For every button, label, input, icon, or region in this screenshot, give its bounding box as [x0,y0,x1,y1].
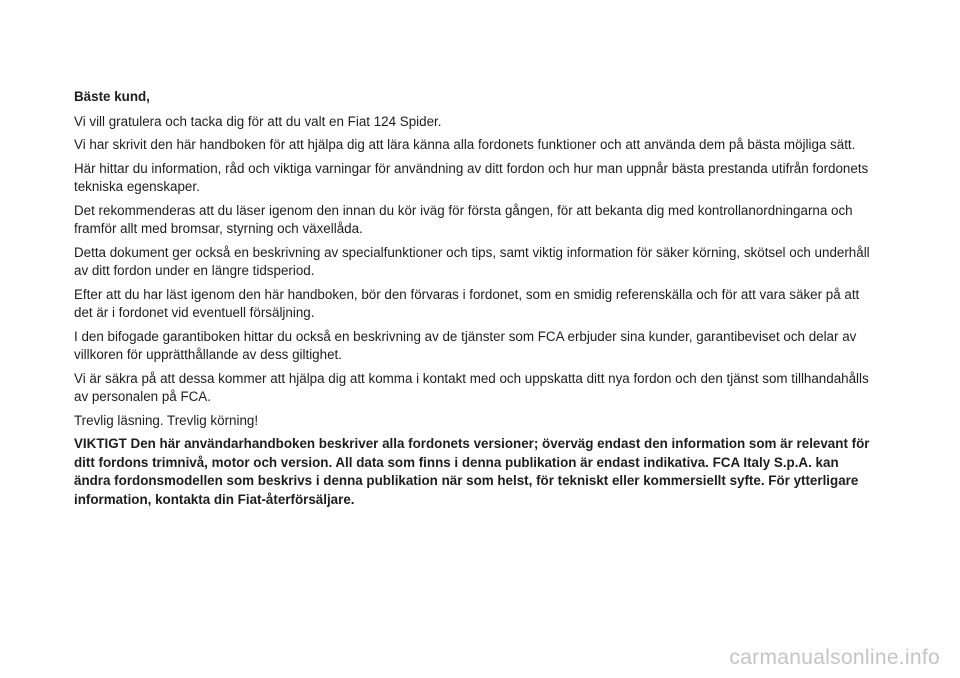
paragraph-contents: Här hittar du information, råd och viktiga varningar för användning av ditt fordon och hur man uppnår bästa prestanda utifrån fordonets tekniska egenskaper. [74,160,869,194]
paragraph-warranty: I den bifogade garantiboken hittar du också en beskrivning av de tjänster som FCA erbjuder sina kunder, garantibeviset och delar av villkoren för upprätthållande av dess giltighet. [74,328,857,362]
paragraph-purpose: Vi har skrivit den här handboken för att hjälpa dig att lära känna alla fordonets funktioner och att använda dem på bästa möjliga sätt. [74,137,856,152]
paragraph-closing: Vi är säkra på att dessa kommer att hjälpa dig att komma i kontakt med och uppskatta ditt nya fordon och den tjänst som tillhandahålls av personalen på FCA. [74,370,869,404]
watermark-text: carmanualsonline.info [729,646,940,669]
paragraph-congratulations: Vi vill gratulera och tacka dig för att du valt en Fiat 124 Spider. [74,113,442,129]
paragraph-farewell: Trevlig läsning. Trevlig körning! [74,412,259,428]
intro-text-block [74,88,874,514]
paragraph-recommendation: Det rekommenderas att du läser igenom den innan du kör iväg för första gången, för att bekanta dig med kontrollanordningarna och framför allt med bromsar, styrning och växellåda. [74,202,853,236]
important-notice: VIKTIGT Den här användarhandboken beskriver alla fordonets versioner; överväg endast den information som är relevant för ditt fordons trimnivå, motor och version. All data som finns i denna publikation är endast indikativa. FCA Italy S.p.A. kan ändra fordonsmodellen som beskrivs i denna publikation när som helst, för tekniskt eller kommersiellt syfte. För ytterligare information, kontakta din Fiat-återförsäljare. [74,436,870,507]
paragraph-special-functions: Detta dokument ger också en beskrivning av specialfunktioner och tips, samt viktig information för säker körning, skötsel och underhåll av ditt fordon under en längre tidsperiod. [74,244,870,278]
greeting: Bäste kund, [74,89,150,104]
paragraph-storage: Efter att du har läst igenom den här handboken, bör den förvaras i fordonet, som en smidig referenskälla och för att vara säker på att det är i fordonet vid eventuell försäljning. [74,286,860,320]
